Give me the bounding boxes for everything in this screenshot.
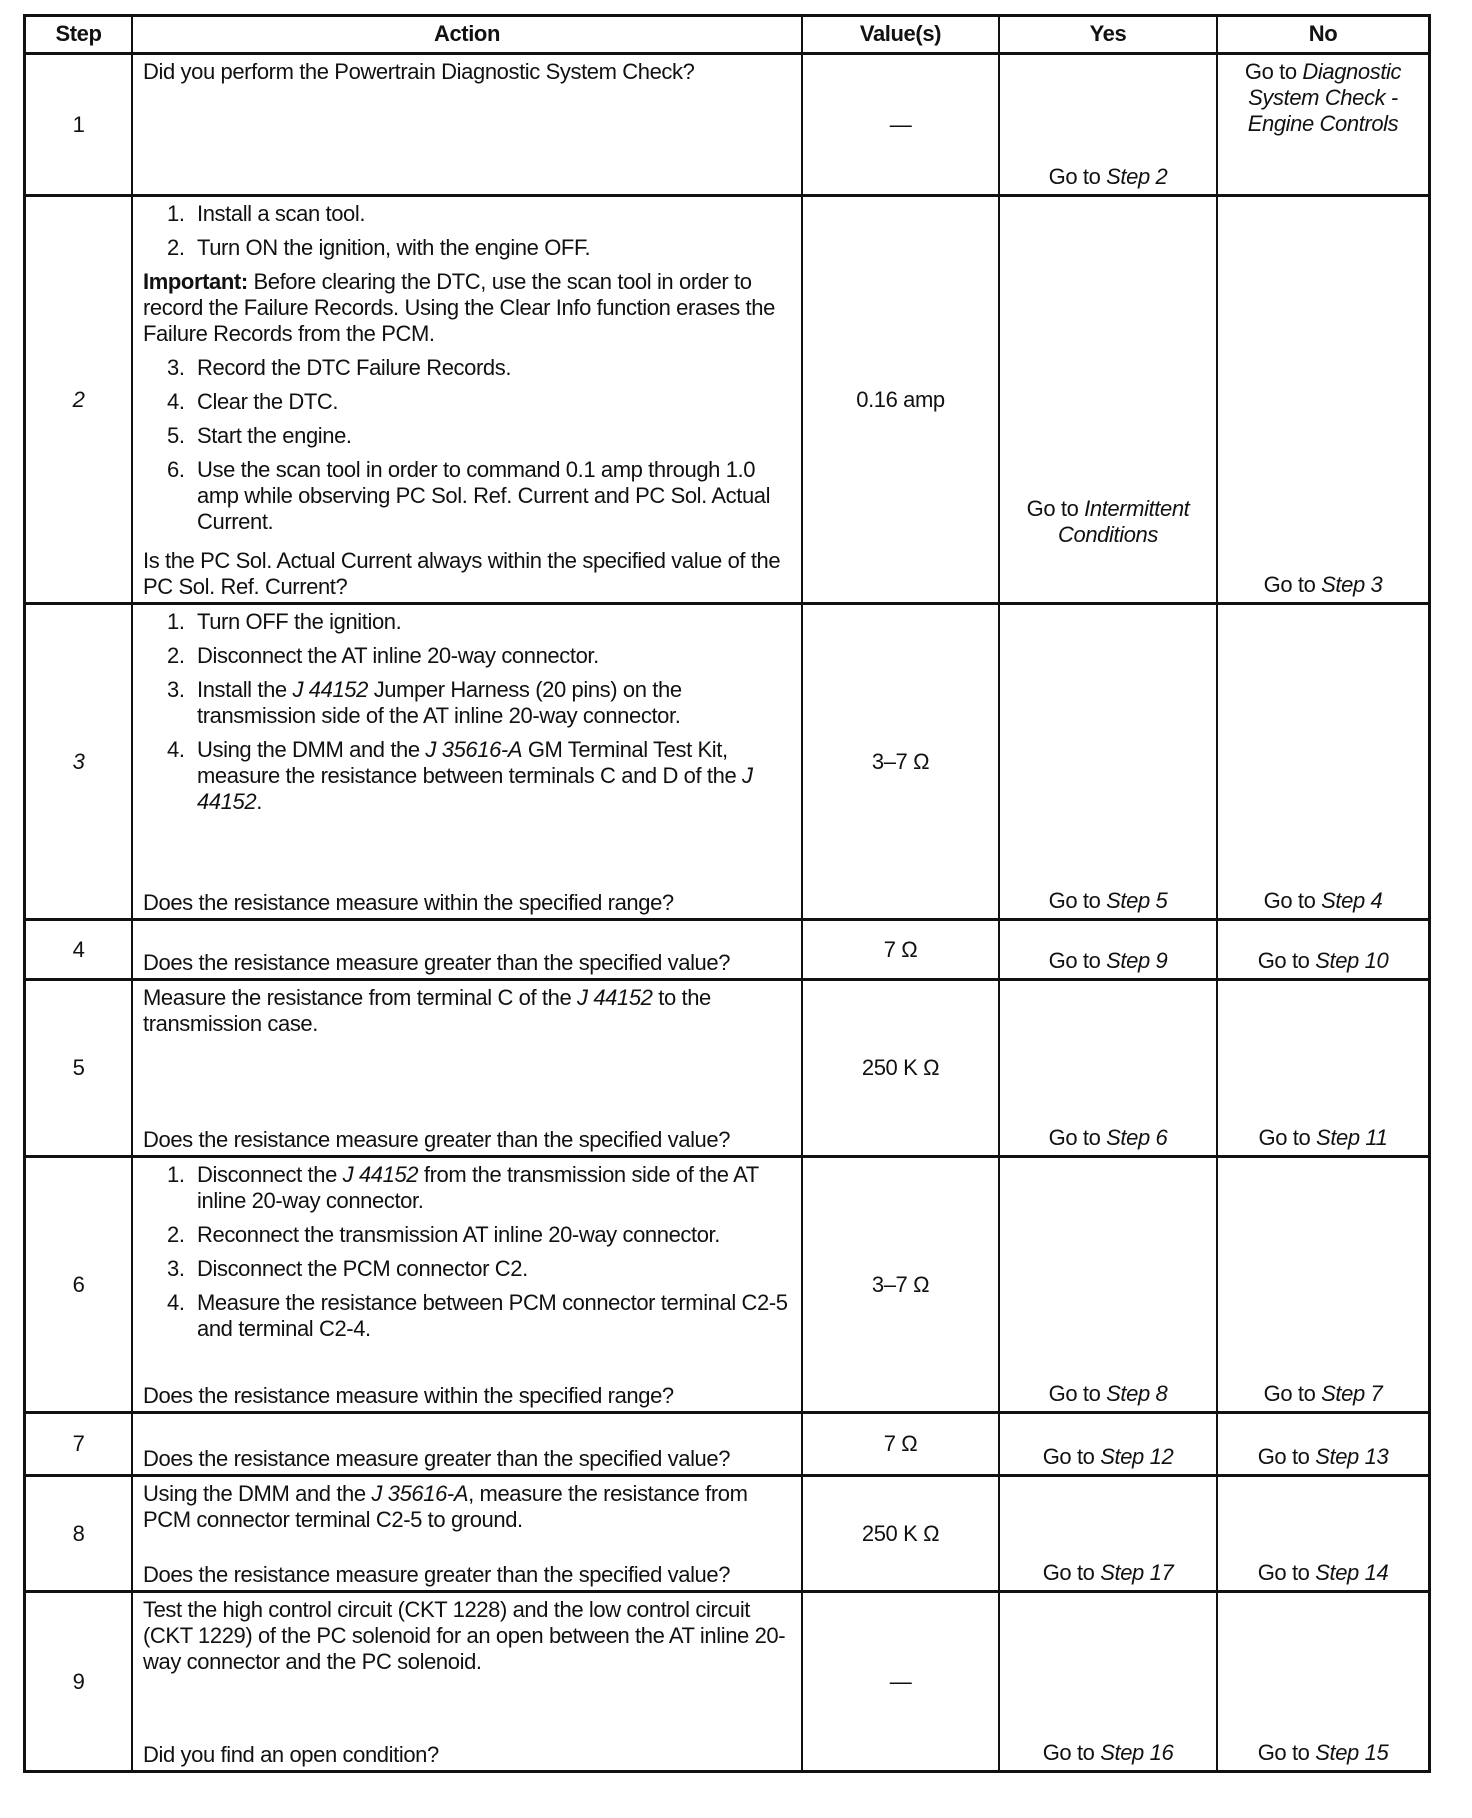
- action-question: Does the resistance measure greater than the specified value?: [143, 950, 731, 975]
- list-number: 2.: [167, 235, 185, 260]
- text-run: Go to: [1258, 1125, 1317, 1150]
- list-number: 4.: [167, 1290, 185, 1315]
- reference-text: J 35616-A: [371, 1481, 469, 1506]
- action-cell: [131, 1414, 801, 1474]
- text-run: GM Terminal Test Kit, measure the resistance between terminals C and D of the: [197, 737, 743, 788]
- action-cell: [131, 1158, 801, 1411]
- action-list-item: [143, 355, 793, 381]
- text-run: Disconnect the AT inline 20-way connector.: [197, 643, 599, 668]
- action-list-item: [143, 609, 793, 635]
- action-list-item: [143, 389, 793, 415]
- reference-text: J 44152: [292, 677, 368, 702]
- text-run: Start the engine.: [197, 423, 352, 448]
- no-link[interactable]: [1258, 1560, 1389, 1586]
- step-number: 6: [72, 1271, 85, 1297]
- action-question: Does the resistance measure greater than the specified value?: [143, 1127, 731, 1152]
- text-run: Go to: [1263, 888, 1322, 913]
- table-row: [26, 52, 1428, 194]
- table-row: [26, 1590, 1428, 1770]
- action-cell: [131, 197, 801, 602]
- action-paragraph: [143, 59, 793, 85]
- table-row: [26, 918, 1428, 978]
- list-text: [197, 1162, 793, 1214]
- yes-link[interactable]: [1049, 164, 1168, 190]
- reference-text: Step 9: [1106, 948, 1168, 973]
- action-list-item: [143, 201, 793, 227]
- header-yes: Yes: [998, 17, 1216, 52]
- action-cell: [131, 55, 801, 194]
- list-text: [197, 235, 590, 261]
- text-run: to the transmission case.: [143, 985, 711, 1036]
- text-run: .: [256, 789, 262, 814]
- list-text: [197, 457, 793, 535]
- no-cell: [1216, 981, 1428, 1155]
- no-link[interactable]: [1258, 1444, 1389, 1470]
- no-link[interactable]: [1264, 888, 1383, 914]
- list-number: 6.: [167, 457, 185, 482]
- step-number: 2: [72, 386, 85, 412]
- text-run: Before clearing the DTC, use the scan tool in order to record the Failure Records. Using the Clear Info function erases the Failure Records from the PCM.: [143, 269, 775, 346]
- table-row: [26, 602, 1428, 918]
- reference-text: Step 4: [1321, 888, 1383, 913]
- action-question: Does the resistance measure greater than the specified value?: [143, 1562, 731, 1587]
- reference-text: Step 8: [1106, 1381, 1168, 1406]
- text-run: Did you perform the Powertrain Diagnostic System Check?: [143, 59, 695, 84]
- list-number: 3.: [167, 1256, 185, 1281]
- yes-link[interactable]: [1043, 1560, 1174, 1586]
- yes-link[interactable]: [1043, 1740, 1174, 1766]
- action-list-item: [143, 1256, 793, 1282]
- text-run: Turn ON the ignition, with the engine OFF.: [197, 235, 591, 260]
- no-link[interactable]: [1258, 1740, 1389, 1766]
- list-number: 5.: [167, 423, 185, 448]
- yes-cell: [998, 921, 1216, 978]
- action-list-item: [143, 235, 793, 261]
- text-run: Record the DTC Failure Records.: [197, 355, 512, 380]
- yes-cell: [998, 55, 1216, 194]
- action-paragraph: [143, 985, 793, 1037]
- reference-text: J 44152: [197, 763, 753, 814]
- value-cell: 250 K Ω: [801, 981, 998, 1155]
- text-run: Go to: [1026, 496, 1085, 521]
- yes-cell: [998, 605, 1216, 918]
- list-number: 3.: [167, 677, 185, 702]
- yes-cell: [998, 981, 1216, 1155]
- text-run: Go to: [1257, 1560, 1316, 1585]
- text-run: Jumper Harness (20 pins) on the transmission side of the AT inline 20-way connector.: [197, 677, 682, 728]
- step-number: 7: [72, 1431, 85, 1456]
- text-run: Using the DMM and the: [197, 737, 426, 762]
- no-link[interactable]: [1264, 1381, 1383, 1407]
- yes-link[interactable]: [1049, 1381, 1168, 1407]
- text-run: Use the scan tool in order to command 0.1 amp through 1.0 amp while observing PC Sol. Ref. Current and PC Sol. Actual Current.: [197, 457, 771, 534]
- step-number: 3: [72, 748, 85, 774]
- action-paragraph: [143, 1597, 793, 1675]
- no-cell: [1216, 1158, 1428, 1411]
- table-row: [26, 1155, 1428, 1411]
- no-cell: [1216, 1477, 1428, 1590]
- reference-text: Step 14: [1315, 1560, 1389, 1585]
- text-run: Install the: [197, 677, 293, 702]
- reference-text: Step 11: [1316, 1125, 1388, 1150]
- header-values: Value(s): [801, 17, 998, 52]
- reference-text: Step 16: [1100, 1740, 1174, 1765]
- list-text: [197, 677, 793, 729]
- reference-text: Step 6: [1106, 1125, 1168, 1150]
- list-number: 1.: [167, 1162, 185, 1187]
- header-row: [26, 17, 1428, 52]
- action-paragraph: [143, 269, 793, 347]
- step-number: 4: [72, 936, 85, 962]
- value-cell: 3–7 Ω: [801, 605, 998, 918]
- list-text: [197, 423, 352, 449]
- text-run: Test the high control circuit (CKT 1228) and the low control circuit (CKT 1229) of the PC solenoid for an open between the AT inline 20-way connector and the PC solenoid.: [143, 1597, 786, 1674]
- value-cell: 250 K Ω: [801, 1477, 998, 1590]
- yes-cell: [998, 1477, 1216, 1590]
- reference-text: Step 13: [1315, 1444, 1389, 1469]
- step-number: 1: [72, 111, 85, 137]
- action-cell: [131, 605, 801, 918]
- action-list-item: [143, 423, 793, 449]
- text-run: Go to: [1263, 572, 1322, 597]
- text-run: Go to: [1263, 1381, 1322, 1406]
- yes-cell: [998, 1414, 1216, 1474]
- text-run: Install a scan tool.: [197, 201, 366, 226]
- text-run: Go to: [1257, 948, 1316, 973]
- reference-text: Step 17: [1100, 1560, 1174, 1585]
- action-list-item: [143, 1222, 793, 1248]
- step-number: 9: [72, 1668, 85, 1694]
- reference-text: J 35616-A: [425, 737, 523, 762]
- no-cell: [1216, 197, 1428, 602]
- text-run: Turn OFF the ignition.: [197, 609, 402, 634]
- action-cell: [131, 1593, 801, 1770]
- no-link[interactable]: [1259, 1125, 1388, 1151]
- reference-text: Step 5: [1106, 888, 1168, 913]
- text-run: Go to: [1042, 1560, 1101, 1585]
- action-question: Does the resistance measure within the specified range?: [143, 1383, 674, 1408]
- list-number: 2.: [167, 1222, 185, 1247]
- no-cell: [1216, 605, 1428, 918]
- list-text: [197, 609, 401, 635]
- reference-text: Diagnostic System Check - Engine Controls: [1247, 59, 1402, 136]
- text-run: Go to: [1048, 164, 1107, 189]
- action-list-item: [143, 677, 793, 729]
- text-run: Go to: [1048, 1381, 1107, 1406]
- yes-link[interactable]: [1049, 1125, 1168, 1151]
- value-cell: 0.16 amp: [801, 197, 998, 602]
- list-text: [197, 737, 793, 815]
- yes-link[interactable]: [1004, 496, 1212, 548]
- text-run: from the transmission side of the AT inline 20-way connector.: [197, 1162, 759, 1213]
- table-row: [26, 1474, 1428, 1590]
- action-list-item: [143, 1162, 793, 1214]
- reference-text: Step 2: [1106, 164, 1168, 189]
- reference-text: Step 12: [1100, 1444, 1174, 1469]
- list-number: 1.: [167, 201, 185, 226]
- action-question: Is the PC Sol. Actual Current always within the specified value of the PC Sol. Ref. Current?: [143, 548, 781, 599]
- table-row: [26, 1411, 1428, 1474]
- header-action: Action: [131, 17, 801, 52]
- text-run: Go to: [1048, 888, 1107, 913]
- yes-link[interactable]: [1049, 888, 1168, 914]
- list-number: 2.: [167, 643, 185, 668]
- list-text: [197, 1222, 720, 1248]
- list-number: 1.: [167, 609, 185, 634]
- text-run: Reconnect the transmission AT inline 20-way connector.: [197, 1222, 720, 1247]
- list-number: 4.: [167, 737, 185, 762]
- text-run: Go to: [1257, 1444, 1316, 1469]
- step-number: 5: [72, 1055, 85, 1080]
- list-number: 4.: [167, 389, 185, 414]
- list-text: [197, 643, 599, 669]
- text-run: Using the DMM and the: [143, 1481, 372, 1506]
- value-cell: 7 Ω: [801, 921, 998, 978]
- reference-text: Step 15: [1315, 1740, 1389, 1765]
- reference-text: Step 3: [1321, 572, 1383, 597]
- text-run: Disconnect the: [197, 1162, 343, 1187]
- yes-cell: [998, 1593, 1216, 1770]
- yes-cell: [998, 1158, 1216, 1411]
- yes-cell: [998, 197, 1216, 602]
- action-cell: [131, 921, 801, 978]
- text-run: Measure the resistance between PCM connector terminal C2-5 and terminal C2-4.: [197, 1290, 788, 1341]
- action-list-item: [143, 457, 793, 535]
- no-link[interactable]: [1258, 948, 1389, 974]
- text-run: Go to: [1048, 1125, 1107, 1150]
- no-cell: [1216, 921, 1428, 978]
- no-link[interactable]: [1264, 572, 1383, 598]
- text-run: Go to: [1042, 1444, 1101, 1469]
- value-cell: 3–7 Ω: [801, 1158, 998, 1411]
- action-question: Does the resistance measure greater than the specified value?: [143, 1446, 731, 1471]
- header-step: Step: [55, 21, 102, 46]
- list-text: [197, 389, 338, 415]
- text-run: Clear the DTC.: [197, 389, 339, 414]
- text-run: Go to: [1042, 1740, 1101, 1765]
- no-cell: [1216, 55, 1428, 194]
- text-run: Go to: [1257, 1740, 1316, 1765]
- reference-text: Step 10: [1315, 948, 1389, 973]
- list-text: [197, 1290, 793, 1342]
- reference-text: Step 7: [1321, 1381, 1383, 1406]
- action-paragraph: [143, 1481, 793, 1533]
- list-number: 3.: [167, 355, 185, 380]
- yes-link[interactable]: [1049, 948, 1168, 974]
- header-no: No: [1216, 17, 1428, 52]
- action-list-item: [143, 737, 793, 815]
- reference-text: J 44152: [342, 1162, 419, 1187]
- table-row: [26, 194, 1428, 602]
- value-cell: 7 Ω: [801, 1414, 998, 1474]
- action-list-item: [143, 643, 793, 669]
- diagnostic-table: [23, 14, 1431, 1773]
- no-cell: [1216, 1593, 1428, 1770]
- action-list-item: [143, 1290, 793, 1342]
- value-cell: —: [801, 1593, 998, 1770]
- action-question: Does the resistance measure within the specified range?: [143, 890, 674, 915]
- text-run: Disconnect the PCM connector C2.: [197, 1256, 528, 1281]
- action-cell: [131, 981, 801, 1155]
- action-cell: [131, 1477, 801, 1590]
- reference-text: Intermittent Conditions: [1058, 496, 1190, 547]
- text-run: , measure the resistance from PCM connector terminal C2-5 to ground.: [143, 1481, 748, 1532]
- reference-text: J 44152: [577, 985, 653, 1010]
- table-row: [26, 978, 1428, 1155]
- no-link[interactable]: [1222, 59, 1424, 137]
- list-text: [197, 1256, 528, 1282]
- text-run: Go to: [1244, 59, 1303, 84]
- list-text: [197, 355, 511, 381]
- value-cell: —: [801, 55, 998, 194]
- text-run: Measure the resistance from terminal C of the: [143, 985, 578, 1010]
- no-cell: [1216, 1414, 1428, 1474]
- list-text: [197, 201, 365, 227]
- yes-link[interactable]: [1043, 1444, 1174, 1470]
- step-number: 8: [72, 1520, 85, 1546]
- emphasis-text: Important:: [143, 269, 248, 294]
- text-run: Go to: [1048, 948, 1107, 973]
- action-question: Did you find an open condition?: [143, 1742, 439, 1767]
